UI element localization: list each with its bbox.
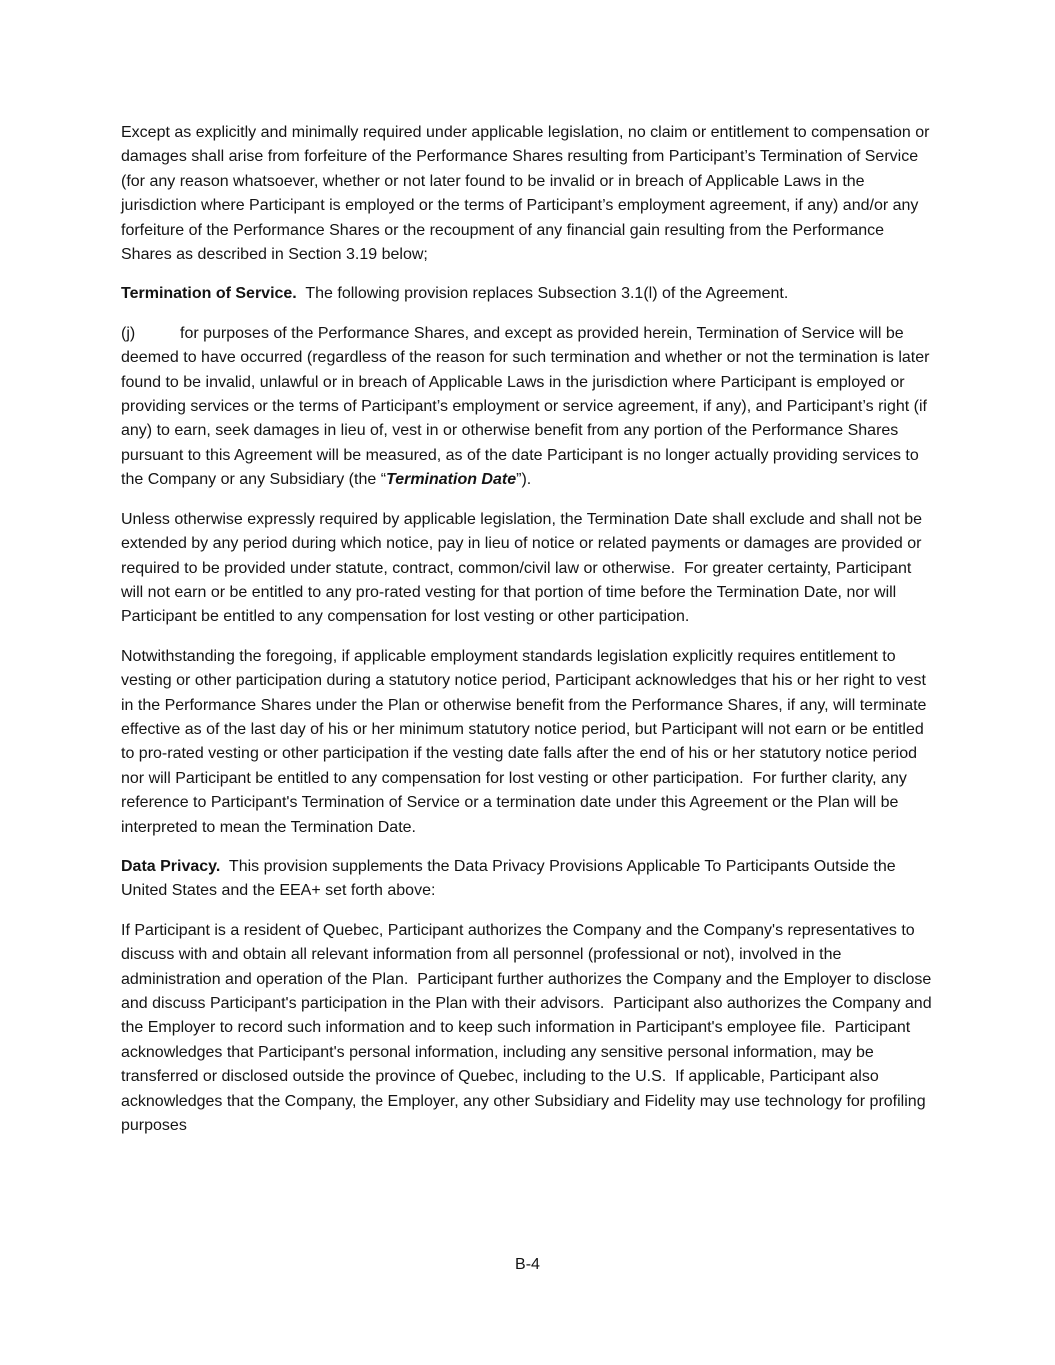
- paragraph-termination-date-exclusion: Unless otherwise expressly required by applicable legislation, the Termination Date shall exclude and shall not be extended by any period during which notice, pay in lieu of notice or related payments or damages are provided or required to be provided under statute, contract, common/civil law or otherwise. For greater certainty, Participant will not earn or be entitled to any pro-rated vesting for that portion of time before the Termination Date, nor will Participant be entitled to any compensation for lost vesting or other participation.: [121, 510, 927, 626]
- termination-of-service-heading: Termination of Service.: [121, 285, 297, 303]
- clause-j-marker: (j): [121, 324, 136, 342]
- data-privacy-intro-text: This provision supplements the Data Privacy Provisions Applicable To Participants Outside the United States and the EEA+ set forth above:: [121, 857, 901, 900]
- data-privacy-heading: Data Privacy.: [121, 857, 221, 875]
- termination-date-defined-term: Termination Date: [386, 471, 517, 489]
- clause-j-body-text: for purposes of the Performance Shares, and except as provided herein, Termination of Service will be deemed to have occurred (regardless of the reason for such termination and whether or not the termination is later found to be invalid, unlawful or in breach of Applicable Laws in the jurisdiction where Participant is employed or providing services or the terms of Participant’s employment or service agreement, if any), and Participant’s right (if any) to earn, seek damages in lieu of, vest in or otherwise benefit from any portion of the Performance Shares pursuant to this Agreement will be measured, as of the date Participant is no longer actually providing services to the Company or any Subsidiary (the “: [121, 324, 934, 489]
- clause-j-tail-text: ”).: [516, 471, 532, 489]
- paragraph-forfeiture-clause: Except as explicitly and minimally required under applicable legislation, no claim or entitlement to compensation or damages shall arise from forfeiture of the Performance Shares resulting from Participant’s Termination of Service (for any reason whatsoever, whether or not later found to be invalid or in breach of Applicable Laws in the jurisdiction where Participant is employed or the terms of Participant’s employment agreement, if any) and/or any forfeiture of the Performance Shares or the recoupment of any financial gain resulting from the Performance Shares as described in Section 3.19 below;: [121, 124, 934, 264]
- document-body: [121, 121, 937, 1153]
- page-footer: [0, 1253, 1055, 1277]
- paragraph-clause-j: [121, 322, 933, 493]
- page-number: B-4: [515, 1256, 540, 1273]
- paragraph-quebec-resident: If Participant is a resident of Quebec, Participant authorizes the Company and the Company's representatives to discuss with and obtain all relevant information from all personnel (professional or not), involved in the administration and operation of the Plan. Participant further authorizes the Company and the Employer to disclose and discuss Participant's participation in the Plan with their advisors. Participant also authorizes the Company and the Employer to record such information and to keep such information in Participant's employee file. Participant acknowledges that Participant's personal information, including any sensitive personal information, may be transferred or disclosed outside the province of Quebec, including to the U.S. If applicable, Participant also acknowledges that the Company, the Employer, any other Subsidiary and Fidelity may use technology for profiling purposes: [121, 921, 937, 1135]
- termination-of-service-intro-text: The following provision replaces Subsection 3.1(l) of the Agreement.: [296, 285, 789, 303]
- paragraph-termination-of-service-intro: [121, 282, 933, 306]
- paragraph-statutory-notice: Notwithstanding the foregoing, if applicable employment standards legislation explicitly requires entitlement to vesting or other participation during a statutory notice period, Participant acknowledges that his or her right to vest in the Performance Shares under the Plan or otherwise benefit from the Performance Shares, if any, will terminate effective as of the last day of his or her minimum statutory notice period, but Participant will not earn or be entitled to pro-rated vesting or other participation if the vesting date falls after the end of his or her statutory notice period nor will Participant be entitled to any compensation for lost vesting or other participation. For further clarity, any reference to Participant's Termination of Service or a termination date under this Agreement or the Plan will be interpreted to mean the Termination Date.: [121, 647, 931, 836]
- paragraph-data-privacy-intro: [121, 855, 933, 904]
